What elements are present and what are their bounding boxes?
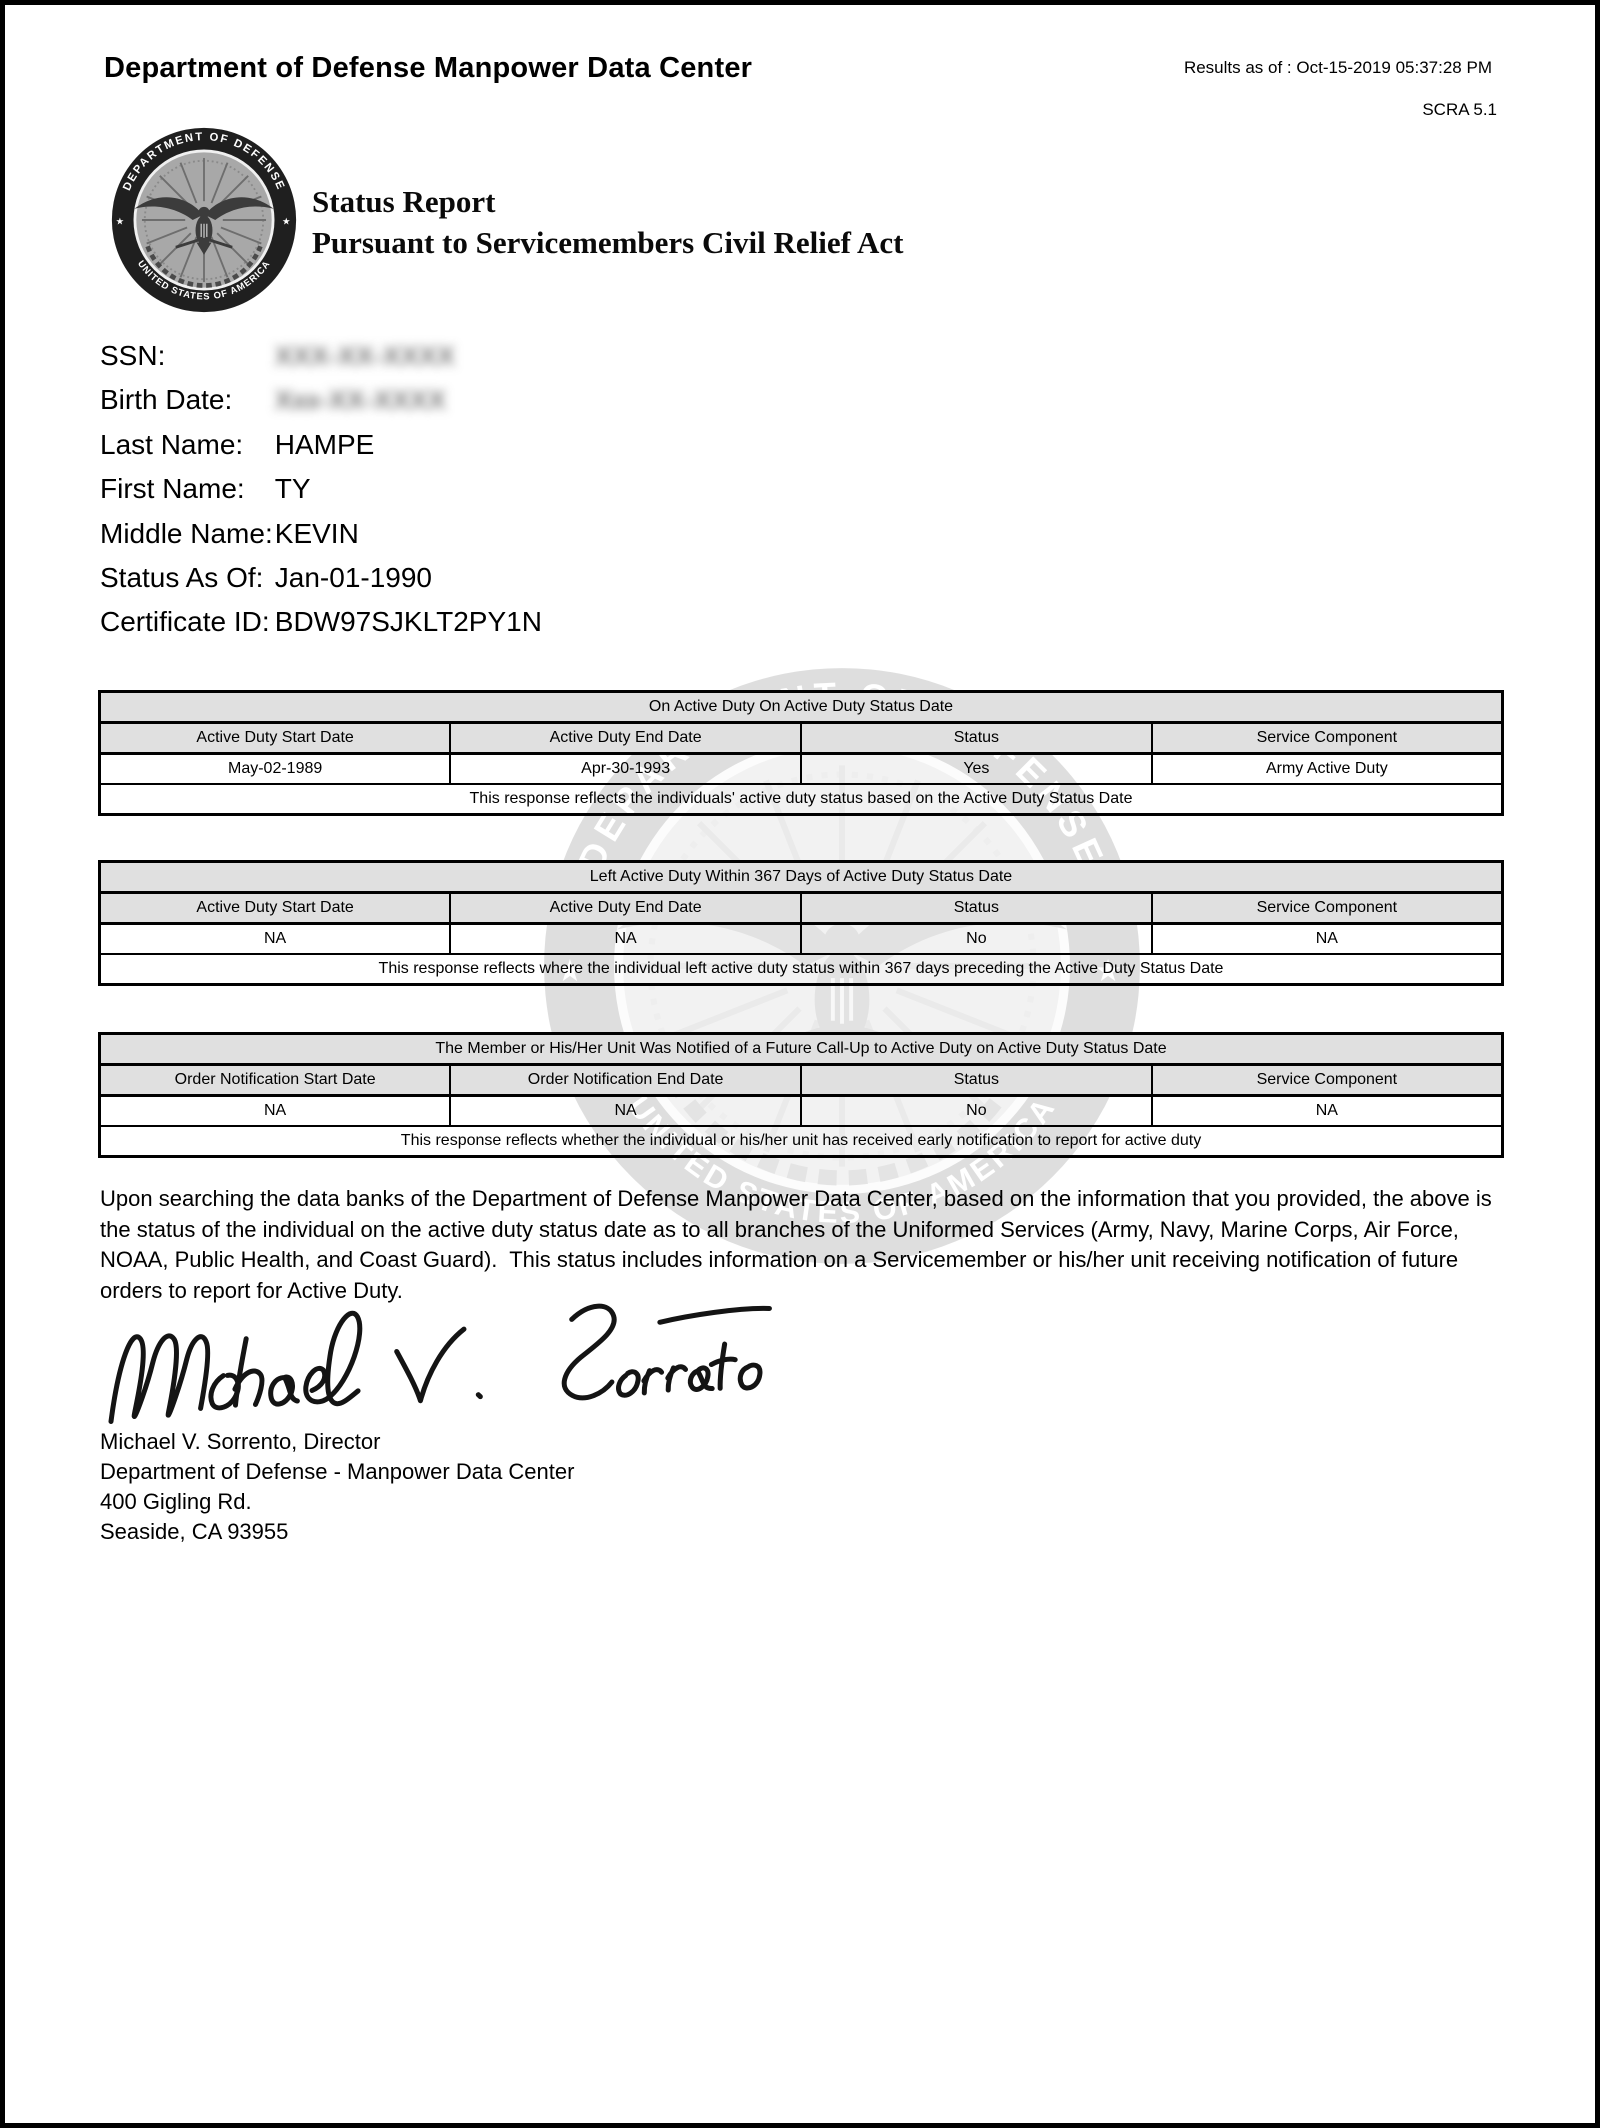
table-row (100, 1096, 1503, 1127)
future-callup-table (98, 1032, 1504, 1158)
middle-name-label: Middle Name: (100, 518, 273, 549)
ssn-value-redacted: XXX-XX-XXXX (274, 341, 455, 371)
info-row-first-name (100, 473, 311, 505)
signatory-block (100, 1427, 574, 1547)
table-row (100, 924, 1503, 955)
signatory-address-line2: Seaside, CA 93955 (100, 1519, 289, 1544)
last-name-label: Last Name: (100, 429, 244, 460)
status-as-of-label: Status As Of: (100, 562, 264, 593)
active-duty-end-date: NA (450, 924, 801, 955)
birth-date-label: Birth Date: (100, 384, 233, 415)
info-row-birth-date (100, 384, 446, 416)
ssn-label: SSN: (100, 340, 166, 371)
info-row-status-as-of (100, 562, 432, 594)
scra-version: SCRA 5.1 (1422, 100, 1497, 119)
director-signature (95, 1292, 785, 1427)
status-value: Yes (801, 754, 1152, 785)
birth-date-value-redacted: Xxx-XX-XXXX (274, 385, 446, 415)
table-footnote: This response reflects where the individual left active duty status within 367 days preceding the Active Duty Status Date (100, 954, 1503, 985)
document-title (312, 181, 903, 263)
service-component: NA (1152, 1096, 1503, 1127)
service-component: Army Active Duty (1152, 754, 1503, 785)
disclaimer-paragraph: Upon searching the data banks of the Department of Defense Manpower Data Center, based on the information that you provided, the above is the status of the individual on the active duty status date as to all branches of the Uniformed Services (Army, Navy, Marine Corps, Air Force, NOAA, Public Health, and Coast Guard). This status includes information on a Servicemember or his/her unit receiving notification of future orders to report for Active Duty. (100, 1186, 1498, 1303)
middle-name-value: KEVIN (274, 518, 359, 549)
status-value: No (801, 1096, 1152, 1127)
status-as-of-value: Jan-01-1990 (274, 562, 433, 593)
table-title: Left Active Duty Within 367 Days of Active Duty Status Date (100, 862, 1503, 893)
signatory-address-line1: 400 Gigling Rd. (100, 1489, 252, 1514)
active-duty-end-date: Apr-30-1993 (450, 754, 801, 785)
info-row-last-name (100, 429, 374, 461)
order-notification-end-date: NA (450, 1096, 801, 1127)
first-name-value: TY (274, 473, 311, 504)
order-notification-start-date: NA (100, 1096, 451, 1127)
table-row (100, 754, 1503, 785)
results-timestamp: Results as of : Oct-15-2019 05:37:28 PM (1183, 58, 1492, 77)
column-header: Status (801, 723, 1152, 754)
dod-seal-icon (110, 126, 298, 314)
column-header: Service Component (1152, 1065, 1503, 1096)
column-header: Status (801, 1065, 1152, 1096)
column-header: Order Notification End Date (450, 1065, 801, 1096)
status-value: No (801, 924, 1152, 955)
active-duty-table (98, 690, 1504, 816)
column-header: Order Notification Start Date (100, 1065, 451, 1096)
table-footnote: This response reflects whether the individual or his/her unit has received early notification to report for active duty (100, 1126, 1503, 1157)
column-header: Active Duty End Date (450, 723, 801, 754)
info-row-ssn (100, 340, 455, 372)
table-footnote: This response reflects the individuals' active duty status based on the Active Duty Status Date (100, 784, 1503, 815)
left-active-duty-table (98, 860, 1504, 986)
column-header: Status (801, 893, 1152, 924)
column-header: Active Duty Start Date (100, 723, 451, 754)
last-name-value: HAMPE (274, 429, 375, 460)
signatory-org: Department of Defense - Manpower Data Center (100, 1459, 575, 1484)
document-title-line1: Status Report (312, 184, 496, 219)
certificate-id-label: Certificate ID: (100, 606, 270, 637)
column-header: Active Duty End Date (450, 893, 801, 924)
signatory-name-title: Michael V. Sorrento, Director (100, 1429, 381, 1454)
document-title-line2: Pursuant to Servicemembers Civil Relief Act (312, 225, 904, 260)
active-duty-start-date: NA (100, 924, 451, 955)
column-header: Service Component (1152, 723, 1503, 754)
column-header: Active Duty Start Date (100, 893, 451, 924)
info-row-middle-name (100, 518, 359, 550)
service-component: NA (1152, 924, 1503, 955)
agency-title: Department of Defense Manpower Data Center (104, 52, 753, 84)
info-row-certificate-id (100, 606, 542, 638)
active-duty-start-date: May-02-1989 (100, 754, 451, 785)
table-title: On Active Duty On Active Duty Status Date (100, 692, 1503, 723)
certificate-id-value: BDW97SJKLT2PY1N (274, 606, 542, 637)
first-name-label: First Name: (100, 473, 245, 504)
table-title: The Member or His/Her Unit Was Notified of a Future Call-Up to Active Duty on Active Duty Status Date (100, 1034, 1503, 1065)
column-header: Service Component (1152, 893, 1503, 924)
